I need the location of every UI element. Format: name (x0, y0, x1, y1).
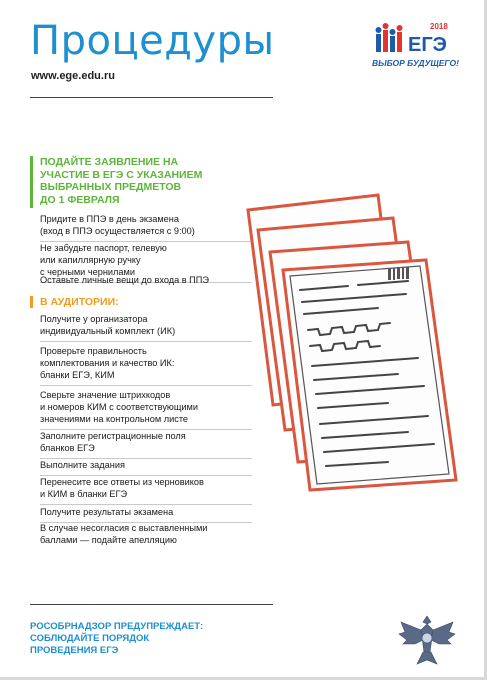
rosobrnadzor-warning: РОСОБРНАДЗОР ПРЕДУПРЕЖДАЕТ: СОБЛЮДАЙТЕ ПОРЯДОК ПРОВЕДЕНИЯ ЕГЭ (30, 621, 204, 656)
logo-name: ЕГЭ (408, 34, 447, 56)
logo-figures-icon (376, 23, 403, 52)
section2-accent-bar (30, 296, 33, 308)
section1-heading: ПОДАЙТЕ ЗАЯВЛЕНИЕ НА УЧАСТИЕ В ЕГЭ С УКАЗАНИЕМ ВЫБРАННЫХ ПРЕДМЕТОВ ДО 1 ФЕВРАЛЯ (40, 156, 203, 206)
section1-item: Оставьте личные вещи до входа в ППЭ (40, 275, 209, 285)
rosobrnadzor-emblem-icon (397, 610, 457, 668)
page-title: Процедуры (30, 18, 275, 64)
website-url[interactable]: www.ege.edu.ru (31, 70, 115, 82)
bottom-divider (30, 604, 273, 605)
logo-year: 2018 (430, 22, 448, 31)
section1-item: Не забудьте паспорт, гелевую или капиллярную ручку с черными чернилами (40, 242, 252, 283)
section2-item: Получите результаты экзамена (40, 506, 252, 523)
top-divider (30, 97, 273, 98)
logo-tagline: ВЫБОР БУДУЩЕГО! (372, 58, 459, 68)
section2-item: Выполните задания (40, 459, 252, 476)
section2-item: Проверьте правильность комплектования и качество ИК: бланки ЕГЭ, КИМ (40, 345, 252, 386)
section1-accent-bar (30, 156, 33, 208)
section2-item: Получите у организатора индивидуальный комплект (ИК) (40, 313, 252, 342)
exam-forms-illustration (238, 190, 468, 520)
section2-heading: В АУДИТОРИИ: (40, 296, 119, 308)
section2-item: Сверьте значение штрихкодов и номеров КИМ с соответствующими значениями на контрольном листе (40, 389, 252, 430)
section1-item: Придите в ППЭ в день экзамена (вход в ППЭ осуществляется с 9:00) (40, 213, 252, 242)
section2-item: В случае несогласия с выставленными баллами — подайте апелляцию (40, 523, 208, 545)
section2-item: Заполните регистрационные поля бланков ЕГЭ (40, 430, 252, 459)
section2-item: Перенесите все ответы из черновиков и КИМ в бланки ЕГЭ (40, 476, 252, 505)
